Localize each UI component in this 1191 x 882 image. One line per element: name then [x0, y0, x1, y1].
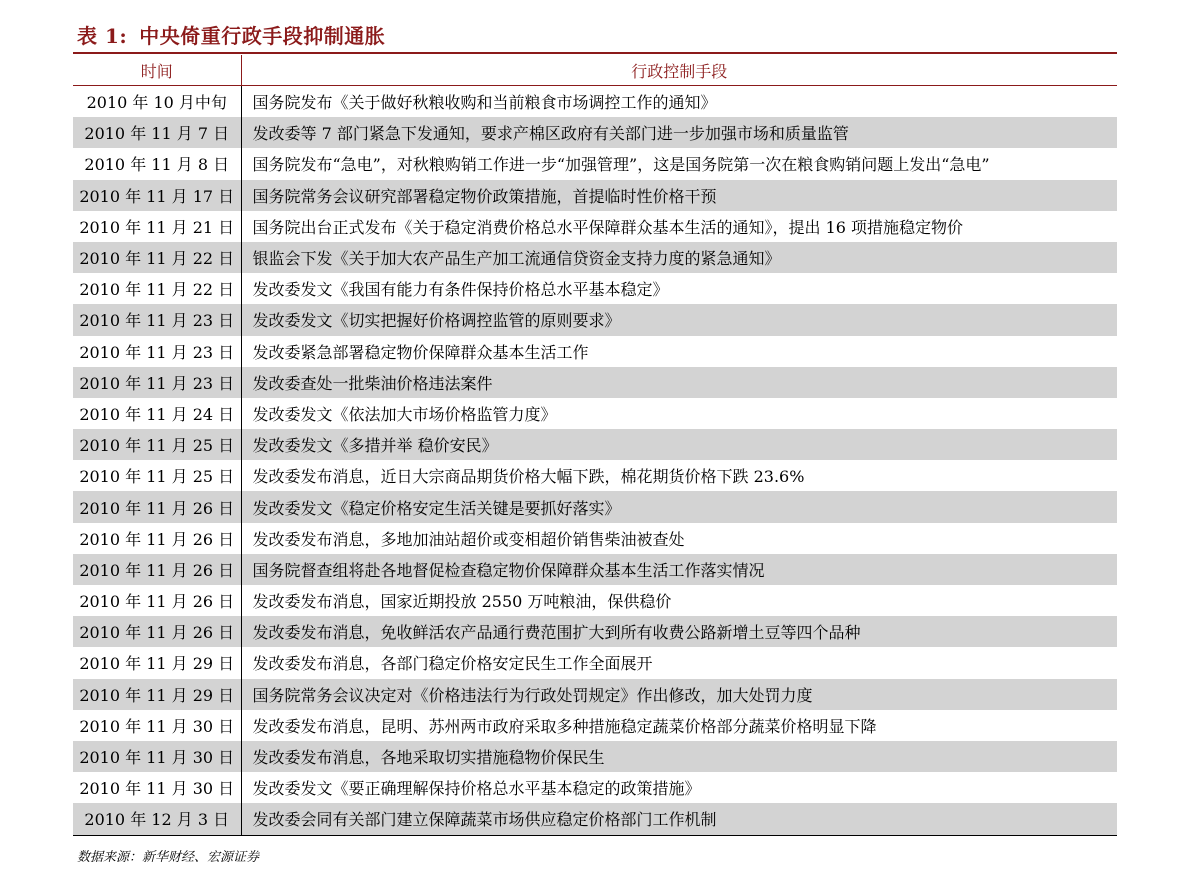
- row-measure: 发改委发布消息，国家近期投放 2550 万吨粮油，保供稳价: [252, 592, 672, 612]
- row-measure: 发改委发布消息，各部门稳定价格安定民生工作全面展开: [252, 654, 653, 674]
- row-measure: 发改委等 7 部门紧急下发通知，要求产棉区政府有关部门进一步加强市场和质量监管: [241, 117, 1117, 148]
- table-row: [73, 741, 1117, 772]
- table-row: [73, 367, 1117, 398]
- table-row: [73, 304, 1117, 335]
- policy-table: [73, 55, 1117, 836]
- row-measure: 国务院常务会议研究部署稳定物价政策措施，首提临时性价格干预: [241, 180, 1117, 211]
- table-row: [73, 616, 1117, 647]
- header-measure: 行政控制手段: [241, 55, 1117, 86]
- row-measure: 发改委发文《多措并举 稳价安民》: [241, 429, 1117, 460]
- row-time: 2010 年 11 月 23 日: [73, 367, 241, 398]
- table-row: [73, 148, 1117, 179]
- row-time: 2010 年 11 月 26 日: [73, 491, 241, 522]
- table-row: [73, 429, 1117, 460]
- row-measure: 银监会下发《关于加大农产品生产加工流通信贷资金支持力度的紧急通知》: [241, 242, 1117, 273]
- row-measure: 发改委发布消息，近日大宗商品期货价格大幅下跌，棉花期货价格下跌 23.6%: [252, 467, 805, 487]
- row-time: 2010 年 11 月 25 日: [73, 460, 241, 491]
- table-title-text: 中央倚重行政手段抑制通胀: [139, 24, 386, 48]
- row-time: 2010 年 11 月 23 日: [73, 304, 241, 335]
- row-time: 2010 年 11 月 26 日: [73, 616, 241, 647]
- row-measure: 发改委发文《要正确理解保持价格总水平基本稳定的政策措施》: [252, 779, 701, 799]
- table-row: [73, 117, 1117, 148]
- table-row: [73, 460, 1117, 491]
- row-measure: 发改委发布消息，免收鲜活农产品通行费范围扩大到所有收费公路新增土豆等四个品种: [241, 616, 1117, 647]
- table-row: [73, 585, 1117, 616]
- table-row: [73, 554, 1117, 585]
- table-row: [73, 772, 1117, 803]
- row-measure: 发改委发文《稳定价格安定生活关键是要抓好落实》: [241, 491, 1117, 522]
- row-time: 2010 年 11 月 22 日: [73, 273, 241, 304]
- table-row: [73, 523, 1117, 554]
- table-row: [73, 491, 1117, 522]
- row-time: 2010 年 11 月 17 日: [73, 180, 241, 211]
- row-time: 2010 年 11 月 30 日: [73, 741, 241, 772]
- row-measure: 国务院出台正式发布《关于稳定消费价格总水平保障群众基本生活的通知》，提出 16 项措施稳定物价: [252, 217, 964, 237]
- row-time: 2010 年 11 月 24 日: [73, 398, 241, 429]
- row-measure: 国务院发布“急电”，对秋粮购销工作进一步“加强管理”，这是国务院第一次在粮食购销问题上发出“急电”: [252, 155, 990, 175]
- table-title: [77, 20, 385, 49]
- row-measure: 发改委发文《依法加大市场价格监管力度》: [252, 404, 557, 424]
- row-measure: 国务院发布《关于做好秋粮收购和当前粮食市场调控工作的通知》: [252, 93, 717, 113]
- row-measure: 发改委发文《我国有能力有条件保持价格总水平基本稳定》: [252, 280, 669, 300]
- table-number: 表 1:: [77, 24, 128, 48]
- row-time: 2010 年 11 月 7 日: [73, 117, 241, 148]
- row-time: 2010 年 11 月 26 日: [73, 585, 241, 616]
- row-time: 2010 年 11 月 29 日: [73, 679, 241, 710]
- row-time: 2010 年 11 月 29 日: [73, 647, 241, 678]
- row-time: 2010 年 11 月 26 日: [73, 554, 241, 585]
- table-row: [73, 242, 1117, 273]
- table-row: [73, 647, 1117, 678]
- header-time: 时间: [73, 55, 241, 86]
- row-time: 2010 年 12 月 3 日: [73, 803, 241, 835]
- row-time: 2010 年 11 月 23 日: [73, 336, 241, 367]
- row-time: 2010 年 11 月 8 日: [73, 148, 241, 179]
- row-time: 2010 年 11 月 21 日: [73, 211, 241, 242]
- table-row: [73, 86, 1117, 118]
- row-time: 2010 年 11 月 30 日: [73, 710, 241, 741]
- row-measure: 国务院常务会议决定对《价格违法行为行政处罚规定》作出修改，加大处罚力度: [241, 679, 1117, 710]
- table-row: [73, 803, 1117, 835]
- row-measure: 发改委发文《切实把握好价格调控监管的原则要求》: [241, 304, 1117, 335]
- row-measure: 发改委紧急部署稳定物价保障群众基本生活工作: [252, 342, 589, 362]
- row-measure: 发改委会同有关部门建立保障蔬菜市场供应稳定价格部门工作机制: [241, 803, 1117, 835]
- table-row: [73, 398, 1117, 429]
- row-measure: 发改委发布消息，昆明、苏州两市政府采取多种措施稳定蔬菜价格部分蔬菜价格明显下降: [252, 716, 877, 736]
- row-time: 2010 年 11 月 25 日: [73, 429, 241, 460]
- data-source-note: 数据来源：新华财经、宏源证券: [77, 850, 260, 865]
- row-measure: 发改委发布消息，多地加油站超价或变相超价销售柴油被查处: [252, 529, 685, 549]
- table-row: [73, 336, 1117, 367]
- row-time: 2010 年 11 月 26 日: [73, 523, 241, 554]
- table-row: [73, 180, 1117, 211]
- row-measure: 发改委查处一批柴油价格违法案件: [241, 367, 1117, 398]
- table-row: [73, 679, 1117, 710]
- row-time: 2010 年 11 月 30 日: [73, 772, 241, 803]
- row-time: 2010 年 11 月 22 日: [73, 242, 241, 273]
- table-row: [73, 211, 1117, 242]
- table-header-row: [73, 55, 1117, 86]
- table-row: [73, 710, 1117, 741]
- table-row: [73, 273, 1117, 304]
- row-time: 2010 年 10 月中旬: [73, 86, 241, 118]
- top-rule: [73, 52, 1117, 54]
- row-measure: 发改委发布消息，各地采取切实措施稳物价保民生: [241, 741, 1117, 772]
- row-measure: 国务院督查组将赴各地督促检查稳定物价保障群众基本生活工作落实情况: [241, 554, 1117, 585]
